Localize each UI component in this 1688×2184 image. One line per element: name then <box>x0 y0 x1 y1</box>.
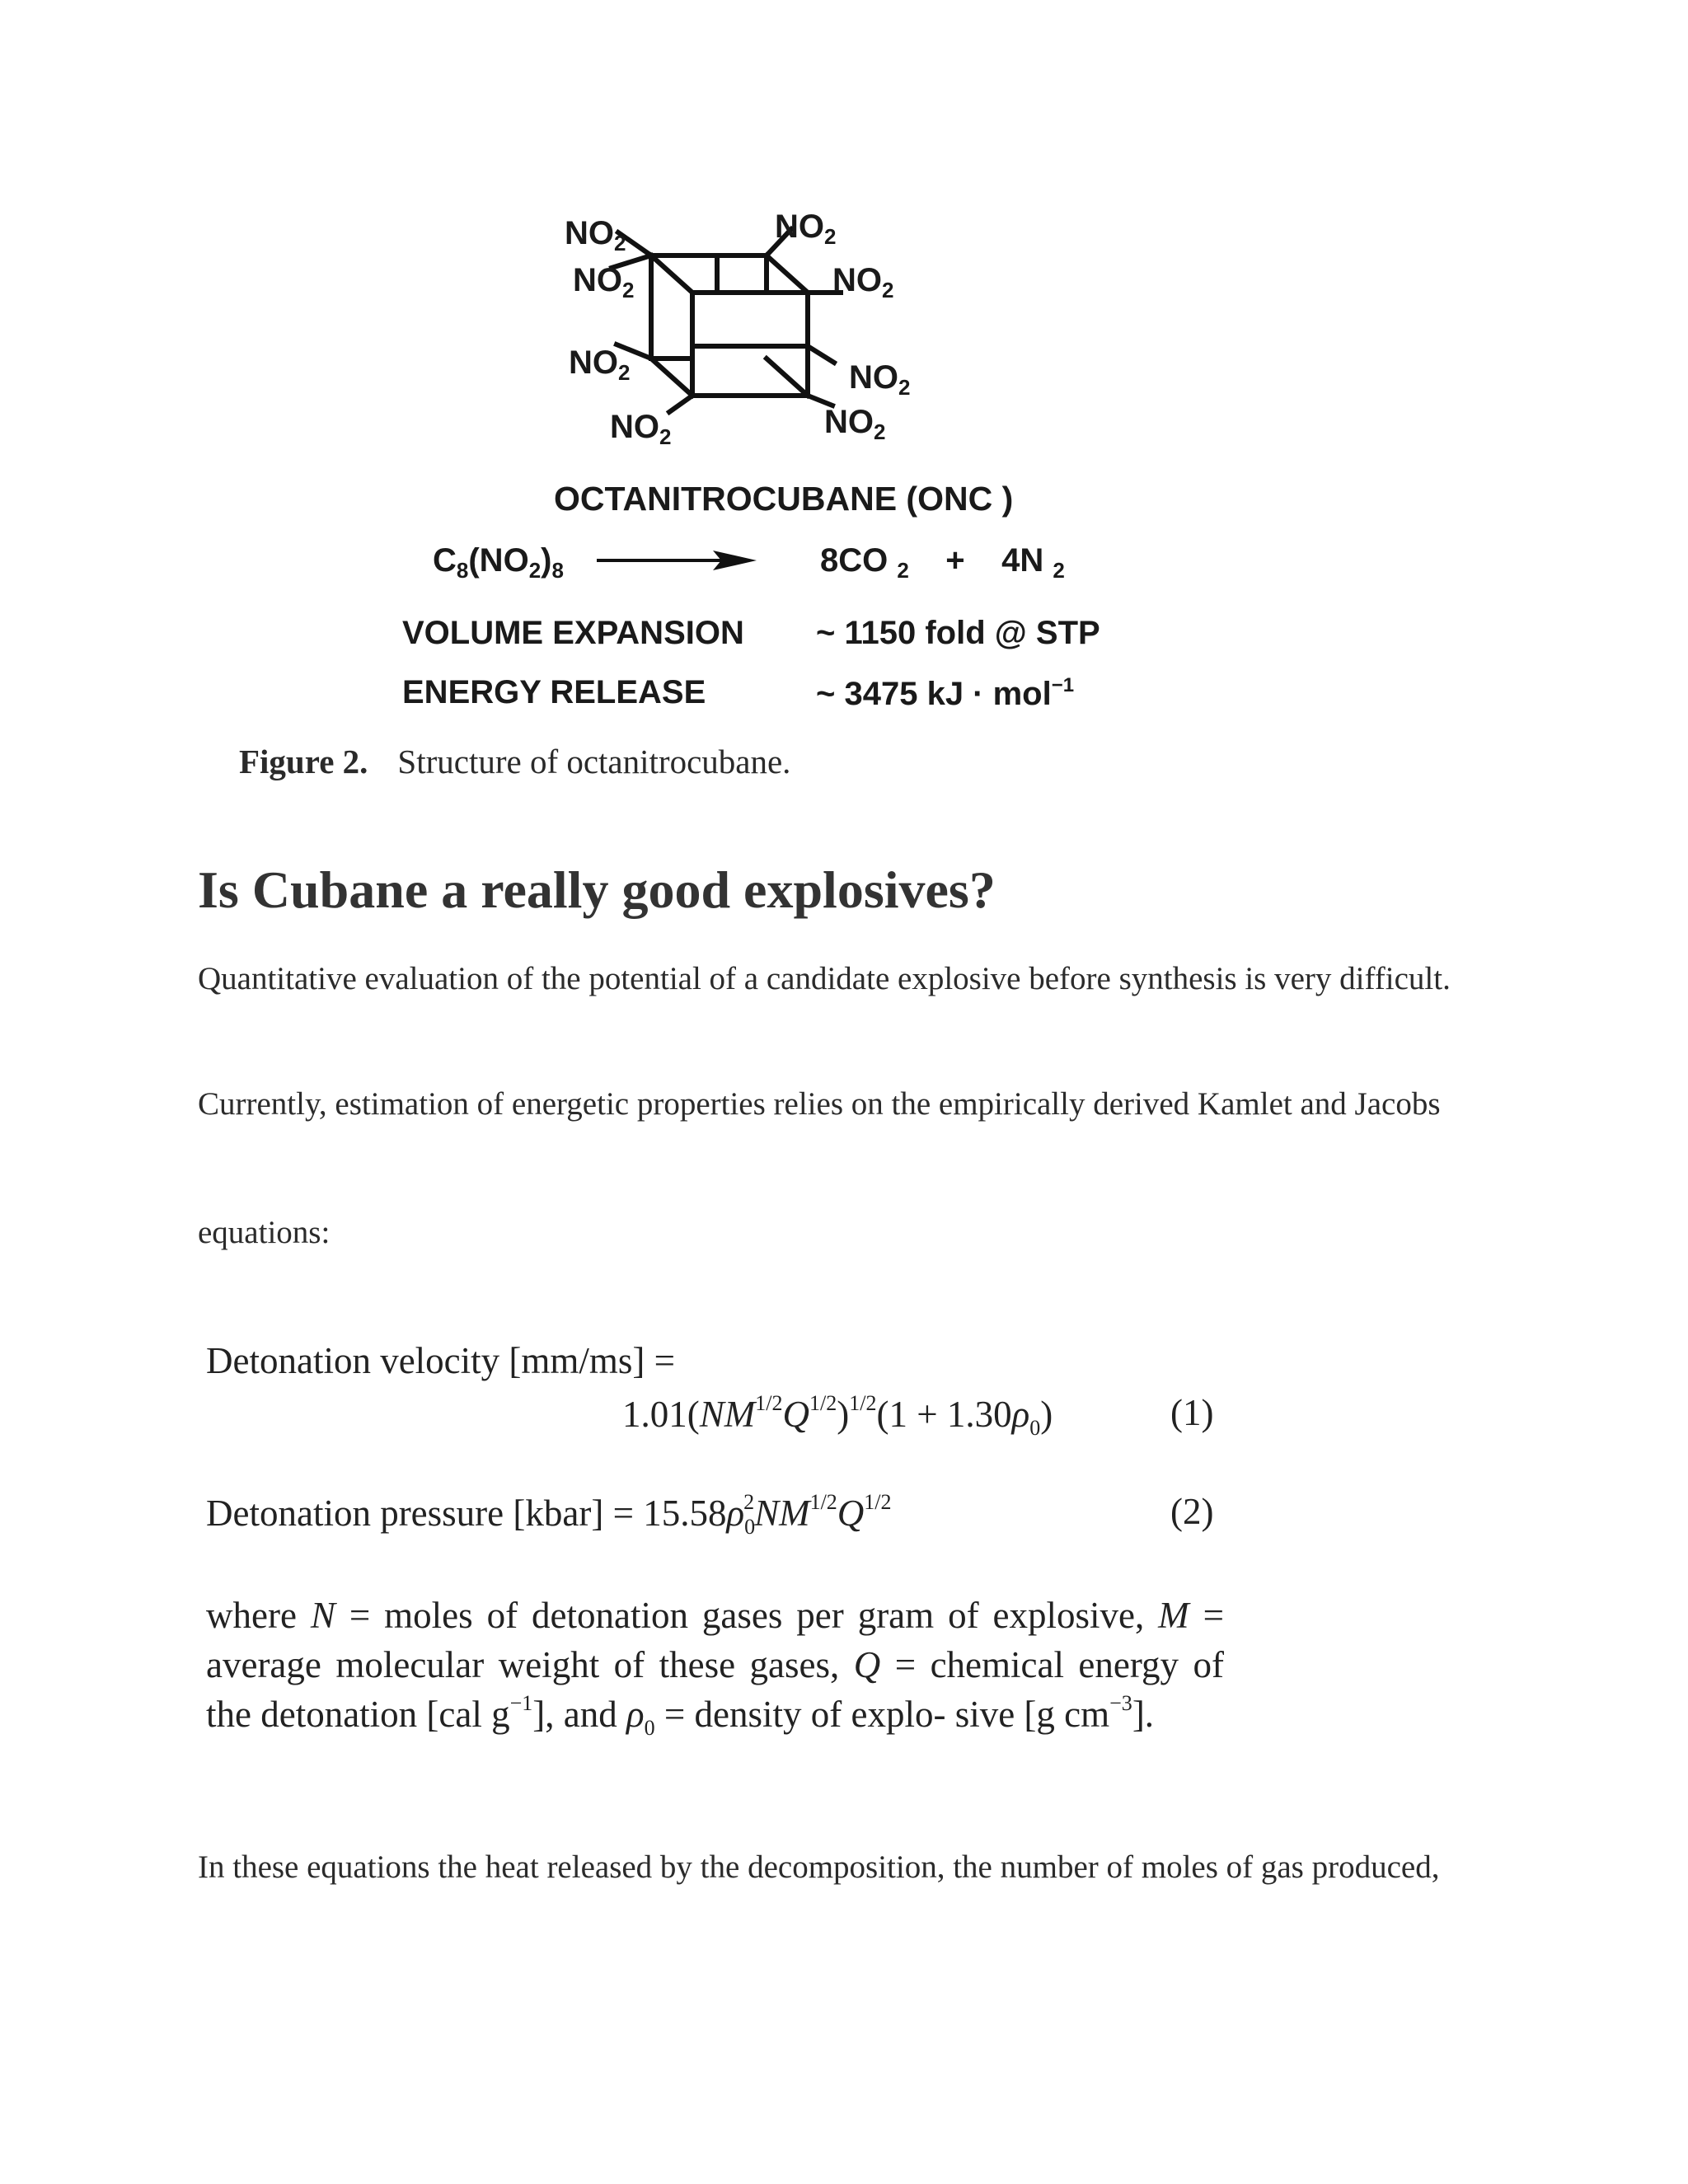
equation-1-number: (1) <box>1170 1392 1214 1433</box>
compound-name: OCTANITROCUBANE (ONC ) <box>554 480 1014 518</box>
cube-structure-diagram <box>593 223 874 420</box>
equation-1-formula: $1.01(NM^{1/2}Q^{1/2})^{1/2}(1 + 1.30\rho_0)$ <box>622 1391 1053 1440</box>
volume-expansion-label: VOLUME EXPANSION <box>402 615 744 651</box>
paragraph: Quantitative evaluation of the potential of a candidate explosive before synthesis is very difficult. <box>198 961 1451 996</box>
caption-text: Structure of octanitrocubane. <box>397 743 791 780</box>
equation-1-label: Detonation velocity [mm/ms] = <box>206 1340 676 1381</box>
no2-label: $NO_2$ <box>775 209 837 249</box>
caption-label: Figure 2. <box>239 743 368 780</box>
figure-structure <box>0 0 1688 742</box>
no2-label: $NO_2$ <box>849 359 911 400</box>
equation-2-formula: Detonation pressure [kbar] = $15.58\rho_0^2NM^{1/2}Q^{1/2}$ <box>206 1490 892 1539</box>
no2-label: $NO_2$ <box>573 262 635 302</box>
paragraph: Currently, estimation of energetic properties relies on the empirically derived Kamlet and Jacobs <box>198 1086 1441 1122</box>
equation-2-number: (2) <box>1170 1491 1214 1532</box>
figure-caption <box>239 742 790 781</box>
no2-label: $NO_2$ <box>832 262 894 302</box>
volume-expansion-value: ~ 1150 fold @ STP <box>816 615 1100 651</box>
no2-label: $NO_2$ <box>565 215 626 255</box>
no2-label: $NO_2$ <box>569 344 631 385</box>
reaction-reactant: $C_8(NO_2)_8$ <box>433 542 564 583</box>
reaction-products: 8CO $_2$ + 4N $_2$ <box>820 542 1065 583</box>
reaction-arrow <box>593 548 758 573</box>
no2-label: $NO_2$ <box>610 409 672 449</box>
energy-release-label: ENERGY RELEASE <box>402 674 706 710</box>
variable-definitions: where N = moles of detonation gases per gram of explosive, M = average molecular weight of these gases, Q = chemical energy of the detonation [cal $g^{-1}$], and $\rho_0$ = density of explo- sive [g $cm^{-3}$]. <box>206 1595 1225 1740</box>
section-heading: Is Cubane a really good explosives? <box>198 860 996 919</box>
paragraph: In these equations the heat released by the decomposition, the number of moles of gas produced, <box>198 1849 1440 1885</box>
paragraph: equations: <box>198 1215 331 1250</box>
energy-release-value: ~ 3475 kJ · mol$^{-1}$ <box>816 674 1075 712</box>
no2-label: $NO_2$ <box>824 404 886 444</box>
